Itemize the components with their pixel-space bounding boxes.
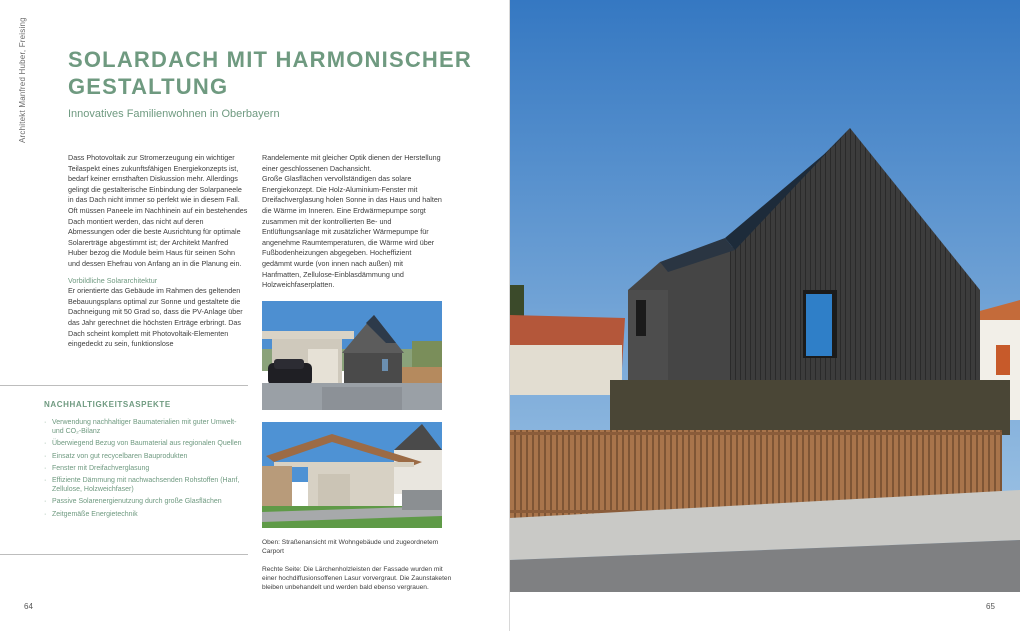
page-number-left: 64 (24, 602, 33, 611)
page-number-right: 65 (986, 602, 995, 611)
list-item: · Einsatz von gut recycelbaren Bauprodukten (44, 452, 244, 461)
photo-street-view (262, 301, 442, 410)
photo-facade-fence (510, 0, 1020, 592)
box-divider-bottom (0, 554, 248, 555)
list-item: · Passive Solarenergienutzung durch große Glasflächen (44, 497, 244, 506)
list-item: · Effiziente Dämmung mit nachwachsenden Rohstoffen (Hanf, Zellulose, Holzweichfaser) (44, 476, 244, 494)
article-subtitle: Innovatives Familienwohnen in Oberbayern (68, 108, 280, 120)
text-column-1 (68, 153, 248, 350)
caption-right-page: Rechte Seite: Die Lärchenholzleisten der Fassade wurden mit einer hochdiffusionsoffenen Lasur vorvergraut. Die Zaunstaketen bleiben unbehandelt und werden bald ebenso vergrauen. (262, 566, 452, 592)
sustainability-box-title: NACHHALTIGKEITSASPEKTE (44, 400, 171, 409)
sustainability-list (44, 418, 244, 522)
photo-carport (262, 422, 442, 528)
paragraph-intro: Dass Photovoltaik zur Stromerzeugung ein wichtiger Teilaspekt eines zukunftsfähigen Energiekonzepts ist, bedarf keiner ernsthaften Diskussion mehr. Allerdings gelingt die gestalterische Einbindung der Solarpaneele in das Dach nicht immer so perfekt wie in diesem Fall. Oft müssen Paneele im Nachhinein auf ein bestehendes Dach montiert werden, das nicht auf deren Abmessungen oder die beste Ausrichtung für optimale Solarerträge abgestimmt ist; der Architekt Manfred Huber bezog die Module beim Haus für seinen Sohn und dessen Ehefrau von Anfang an in die Planung ein. (68, 153, 248, 268)
right-page (510, 0, 1020, 631)
list-item: · Fenster mit Dreifachverglasung (44, 464, 244, 473)
list-item: · Verwendung nachhaltiger Baumaterialien mit guter Umwelt- und CO₂-Bilanz (44, 418, 244, 436)
list-item: · Zeitgemäße Energietechnik (44, 510, 244, 519)
list-item: · Überwiegend Bezug von Baumaterial aus regionalen Quellen (44, 439, 244, 448)
box-divider-top (0, 385, 248, 386)
subheading: Vorbildliche Solararchitektur (68, 275, 158, 285)
caption-top: Oben: Straßenansicht mit Wohngebäude und zugeordnetem Carport (262, 539, 439, 556)
paragraph-roof-edge: Randelemente mit gleicher Optik dienen der Herstellung einer geschlossenen Dachansicht. (262, 153, 441, 173)
paragraph-energy: Große Glasflächen vervollständigen das solare Energiekonzept. Die Holz-Aluminium-Fenster mit Dreifachverglasung holen Sonne in das Haus und halten die Wärme im Inneren. Eine Erdwärmepumpe sorgt zusammen mit der kontrollierten Be- und Entlüftungsanlage mit zusätzlicher Wärmepumpe für angenehme Raumtemperaturen, die Wärme wird über Fußbodenheizungen abgegeben. Hocheffizient gedämmt wurde (von innen nach außen) mit Hanfmatten, Zellulose-Einblasdämmung und Holzweichfaserplatten. (262, 174, 442, 290)
text-column-2 (262, 153, 442, 291)
article-title: SOLARDACH MIT HARMONISCHER GESTALTUNG (68, 47, 472, 99)
paragraph-orientation: Er orientierte das Gebäude im Rahmen des geltenden Bebauungsplans optimal zur Sonne und gestaltete die Dachneigung mit 50 Grad so, dass die PV-Anlage über das Jahr gerechnet die höchsten Erträge erbringt. Das Dach scheint komplett mit Photovoltaik-Elementen eingedeckt zu sein, funktionslose (68, 286, 243, 349)
architect-credit: Architekt Manfred Huber, Freising (18, 17, 27, 143)
